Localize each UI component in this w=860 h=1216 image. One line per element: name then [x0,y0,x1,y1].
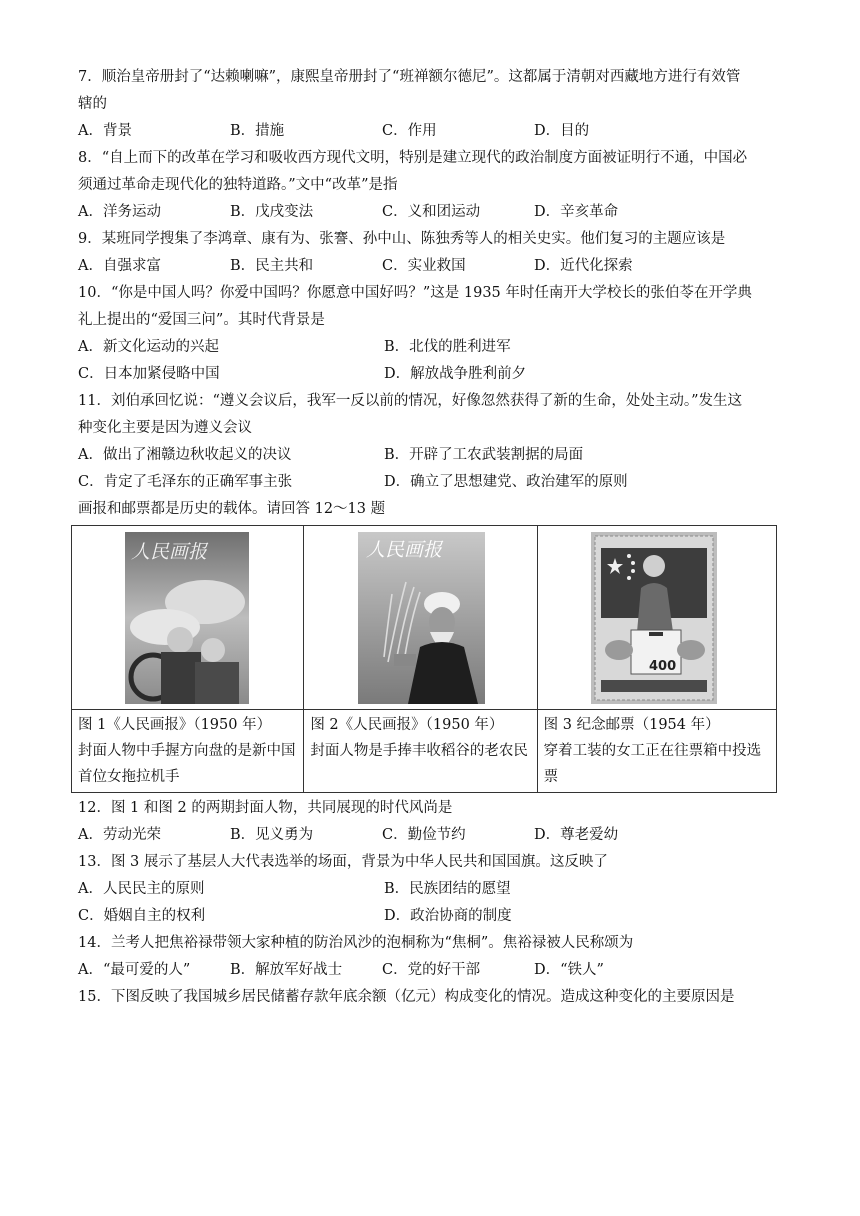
option-b[interactable]: B．戊戌变法 [230,204,314,220]
question-stem: 须通过革命走现代化的独特道路。”文中“改革”是指 [78,177,398,193]
option-a[interactable]: A．洋务运动 [78,204,161,220]
option-b[interactable]: B．民主共和 [230,258,314,274]
figure-2-image [358,532,485,704]
option-a[interactable]: A．自强求富 [78,258,161,274]
question-stem: 15．下图反映了我国城乡居民储蓄存款年底余额（亿元）构成变化的情况。造成这种变化的主要原因是 [78,989,735,1005]
options-row [78,118,784,145]
section-intro: 画报和邮票都是历史的载体。请回答 12～13 题 [78,501,386,517]
option-a[interactable]: A．新文化运动的兴起 [78,339,219,355]
figure-2-caption [304,710,537,793]
question-stem: 种变化主要是因为遵义会议 [78,420,252,436]
option-b[interactable]: B．北伐的胜利进军 [384,339,511,355]
figure-1-image [125,532,249,704]
options-row [78,361,784,388]
option-a[interactable]: A．做出了湘赣边秋收起义的决议 [78,447,292,463]
question-stem: 14．兰考人把焦裕禄带领大家种植的防治风沙的泡桐称为“焦桐”。焦裕禄被人民称颂为 [78,935,634,951]
option-d[interactable]: D．政治协商的制度 [384,908,512,924]
option-c[interactable]: C．勤俭节约 [382,827,466,843]
question-14 [78,930,784,984]
figure-3-image [591,532,717,704]
question-10 [78,280,784,388]
figure-table [71,525,777,793]
question-9 [78,226,784,280]
option-a[interactable]: A．“最可爱的人” [78,962,191,978]
options-row [78,469,784,496]
masthead-text: 人民画报 [131,541,208,563]
masthead-text: 人民画报 [366,539,443,561]
options-row [78,334,784,361]
question-stem: 12．图 1 和图 2 的两期封面人物，共同展现的时代风尚是 [78,800,453,816]
figure-desc: 封面人物是手捧丰收稻谷的老农民 [310,743,528,759]
question-7 [78,64,784,145]
option-d[interactable]: D．解放战争胜利前夕 [384,366,527,382]
question-15 [78,984,784,1011]
option-b[interactable]: B．措施 [230,123,285,139]
exam-page [78,64,784,1011]
figure-3-caption [537,710,776,793]
question-stem: 辖的 [78,96,107,112]
question-11 [78,388,784,496]
options-row [78,442,784,469]
options-row [78,822,784,849]
option-d[interactable]: D．确立了思想建党、政治建军的原则 [384,474,628,490]
question-stem: 8．“自上而下的改革在学习和吸收西方现代文明，特别是建立现代的政治制度方面被证明行不通，中国必 [78,150,748,166]
option-d[interactable]: D．尊老爱幼 [534,827,619,843]
option-a[interactable]: A．劳动光荣 [78,827,161,843]
figure-1-caption [72,710,304,793]
question-stem: 9．某班同学搜集了李鸿章、康有为、张謇、孙中山、陈独秀等人的相关史实。他们复习的主题应该是 [78,231,726,247]
question-stem: 11．刘伯承回忆说：“遵义会议后，我军一反以前的情况，好像忽然获得了新的生命，处处主动。”发生这 [78,393,743,409]
options-row [78,903,784,930]
figure-title: 图 3 纪念邮票（1954 年） [543,717,720,733]
figure-title: 图 2《人民画报》（1950 年） [310,717,504,733]
option-c[interactable]: C．义和团运动 [382,204,481,220]
options-row [78,199,784,226]
question-stem: 10．“你是中国人吗？你爱中国吗？你愿意中国好吗？”这是 1935 年时任南开大学校长的张伯苓在开学典 [78,285,752,301]
option-c[interactable]: C．作用 [382,123,437,139]
option-d[interactable]: D．“铁人” [534,962,604,978]
option-c[interactable]: C．婚姻自主的权利 [78,908,206,924]
option-d[interactable]: D．目的 [534,123,590,139]
option-a[interactable]: A．背景 [78,123,132,139]
option-b[interactable]: B．见义勇为 [230,827,314,843]
options-row [78,253,784,280]
figure-3-cell [537,526,776,710]
figure-2-cell [304,526,537,710]
options-row [78,876,784,903]
figure-desc: 穿着工装的女工正在往票箱中投选票 [543,743,762,785]
question-8 [78,145,784,226]
option-c[interactable]: C．党的好干部 [382,962,481,978]
question-12 [78,795,784,849]
option-d[interactable]: D．近代化探索 [534,258,633,274]
option-a[interactable]: A．人民民主的原则 [78,881,205,897]
option-c[interactable]: C．实业救国 [382,258,466,274]
option-b[interactable]: B．民族团结的愿望 [384,881,511,897]
question-13 [78,849,784,930]
options-row [78,957,784,984]
stamp-value: 400 [648,659,676,674]
question-stem: 礼上提出的“爱国三问”。其时代背景是 [78,312,325,328]
option-c[interactable]: C．日本加紧侵略中国 [78,366,220,382]
figure-desc: 封面人物中手握方向盘的是新中国首位女拖拉机手 [78,743,296,785]
question-stem: 7．顺治皇帝册封了“达赖喇嘛”，康熙皇帝册封了“班禅额尔德尼”。这都属于清朝对西藏地方进行有效管 [78,69,741,85]
option-c[interactable]: C．肯定了毛泽东的正确军事主张 [78,474,293,490]
option-b[interactable]: B．解放军好战士 [230,962,343,978]
option-b[interactable]: B．开辟了工农武装割据的局面 [384,447,584,463]
question-stem: 13．图 3 展示了基层人大代表选举的场面，背景为中华人民共和国国旗。这反映了 [78,854,608,870]
option-d[interactable]: D．辛亥革命 [534,204,619,220]
figure-title: 图 1《人民画报》（1950 年） [78,717,272,733]
figure-1-cell [72,526,304,710]
